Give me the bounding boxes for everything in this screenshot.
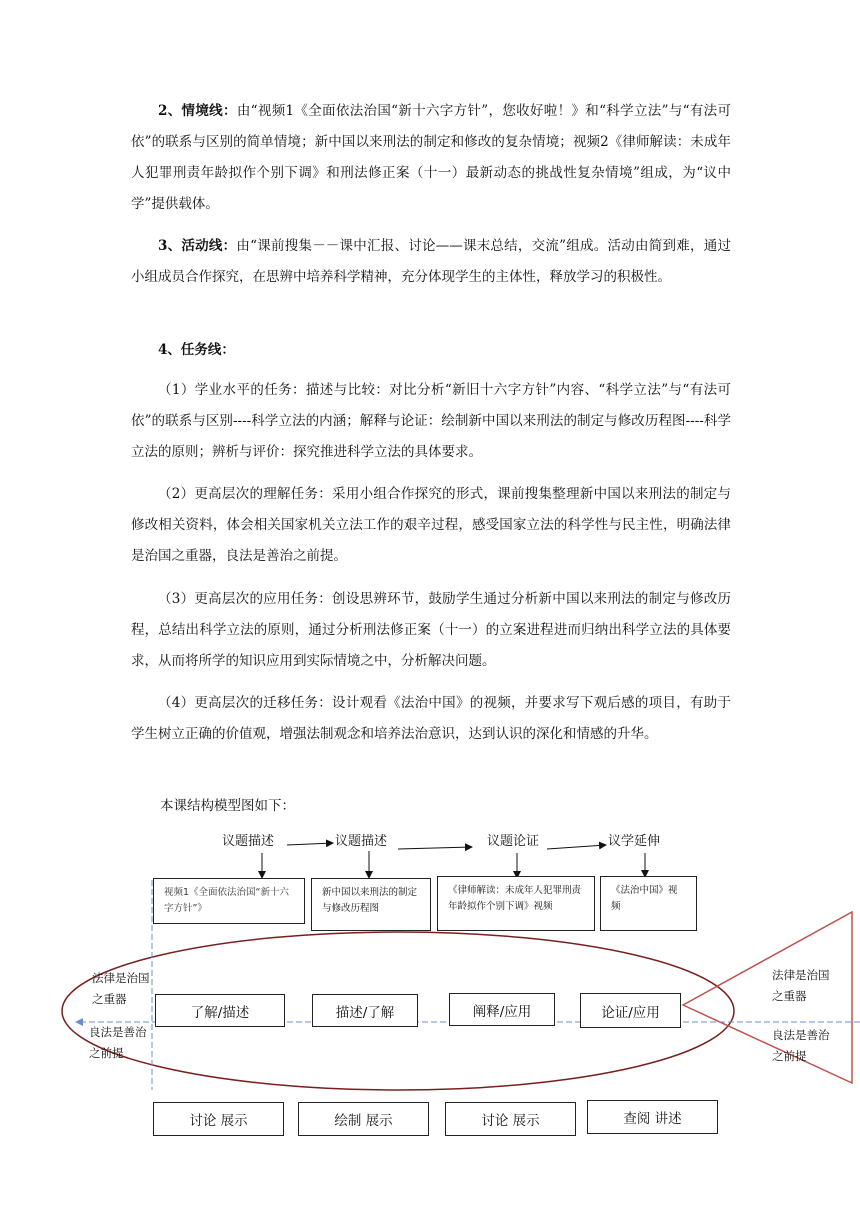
stage-arrow-1 <box>287 843 333 845</box>
stage-label-4: 议学延伸 <box>608 834 661 849</box>
stage-label-1: 议题描述 <box>222 834 275 849</box>
material-box-3: 《律师解读：未成年人犯罪刑责年龄拟作个别下调》视频 <box>437 876 595 931</box>
right-principle-bottom: 良法是善治之前提 <box>772 1028 830 1063</box>
diagram-caption: 本课结构模型图如下： <box>160 798 295 814</box>
right-principle-top: 法律是治国之重器 <box>772 968 830 1003</box>
left-principle-bottom: 良法是善治之前提 <box>89 1025 147 1060</box>
skill-box-1: 了解/描述 <box>155 994 285 1027</box>
skill-box-2: 描述/了解 <box>312 994 418 1027</box>
material-box-2: 新中国以来刑法的制定与修改历程图 <box>311 878 431 931</box>
task-heading: 4、任务线： <box>158 342 235 358</box>
material-box-1: 视频1《全面依法治国“新十六字方针”》 <box>153 878 305 924</box>
paragraph-task <box>131 335 731 366</box>
paragraph-task-2: （2）更高层次的理解任务：采用小组合作探究的形式，课前搜集整理新中国以来刑法的制定与修改相关资料，体会相关国家机关立法工作的艰辛过程，感受国家立法的科学性与民主性，明确法律是治国之重器，良法是善治之前提。 <box>131 486 731 564</box>
material-box-4: 《法治中国》视频 <box>600 876 697 931</box>
stage-arrow-2 <box>398 847 472 849</box>
stage-label-3: 议题论证 <box>487 834 540 849</box>
paragraph-activity <box>131 231 731 293</box>
skill-box-4: 论证/应用 <box>580 993 681 1028</box>
situation-body: 由“视频1《全面依法治国“新十六字方针”，您收好啦！》和“科学立法”与“有法可依”的联系与区别的简单情境；新中国以来刑法的制定和修改的复杂情境；视频2《律师解读：未成年人犯罪刑责年龄拟作个别下调》和刑法修正案（十一）最新动态的挑战性复杂情境”组成，为“议中学”提供载体。 <box>131 103 731 212</box>
paragraph-task-3: （3）更高层次的应用任务：创设思辨环节，鼓励学生通过分析新中国以来刑法的制定与修改历程，总结出科学立法的原则，通过分析刑法修正案（十一）的立案进程进而归纳出科学立法的具体要求，从而将所学的知识应用到实际情境之中，分析解决问题。 <box>131 591 731 669</box>
activity-heading: 3、活动线： <box>158 238 237 254</box>
activity-box-2: 绘制 展示 <box>298 1102 429 1136</box>
stage-arrow-3 <box>547 845 606 849</box>
paragraph-situation <box>131 96 731 220</box>
paragraph-task-4: （4）更高层次的迁移任务：设计观看《法治中国》的视频，并要求写下观后感的项目，有助于学生树立正确的价值观，增强法制观念和培养法治意识，达到认识的深化和情感的升华。 <box>131 695 731 742</box>
activity-body: 由“课前搜集－－课中汇报、讨论——课末总结，交流”组成。活动由简到难，通过小组成员合作探究，在思辨中培养科学精神，充分体现学生的主体性，释放学习的积极性。 <box>131 238 731 285</box>
situation-heading: 2、情境线： <box>158 103 237 119</box>
activity-box-1: 讨论 展示 <box>153 1102 284 1136</box>
skill-box-3: 阐释/应用 <box>449 993 555 1026</box>
paragraph-task-1: （1）学业水平的任务：描述与比较：对比分析“新旧十六字方针”内容、“科学立法”与“有法可依”的联系与区别----科学立法的内涵；解释与论证：绘制新中国以来刑法的制定与修改历程图----科学立法的原则；辨析与评价：探究推进科学立法的具体要求。 <box>131 382 731 460</box>
left-principle-top: 法律是治国之重器 <box>92 971 150 1006</box>
activity-box-4: 查阅 讲述 <box>587 1100 718 1134</box>
activity-box-3: 讨论 展示 <box>445 1102 576 1136</box>
stage-label-2: 议题描述 <box>335 834 388 849</box>
